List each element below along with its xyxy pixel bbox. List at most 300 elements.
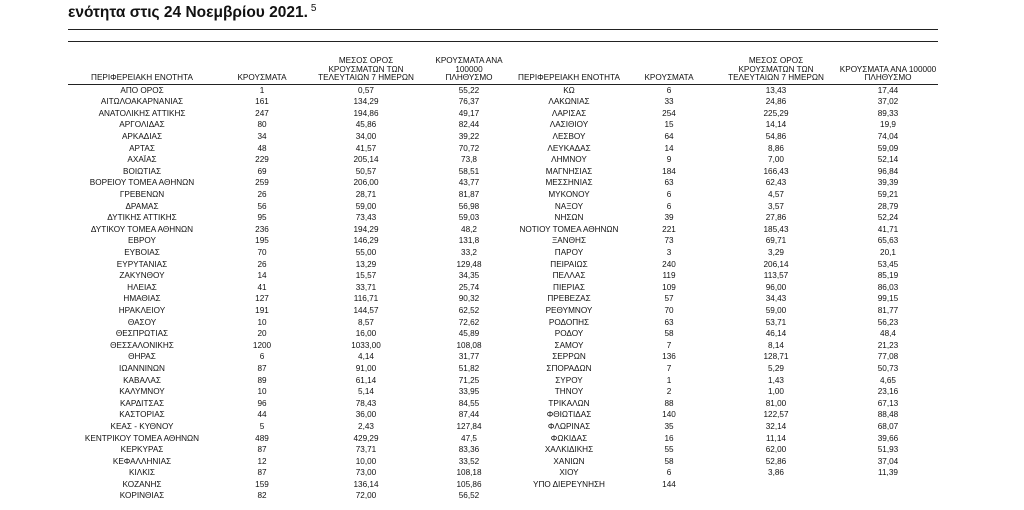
region-cell: ΔΥΤΙΚΗΣ ΑΤΤΙΚΗΣ	[107, 213, 177, 223]
avg7-cell: 194,86	[353, 108, 379, 118]
avg7-cell	[714, 491, 838, 503]
avg7-cell: 28,71	[355, 190, 377, 200]
avg7-cell: 8,14	[768, 340, 784, 350]
header-avg7-line: ΚΡΟΥΣΜΑΤΩΝ ΤΩΝ	[738, 64, 814, 74]
per100k-cell: 37,04	[877, 456, 899, 466]
table-row	[68, 143, 938, 155]
avg7-cell: 72,00	[355, 491, 377, 501]
cases-cell: 87	[257, 445, 267, 455]
table-row	[68, 120, 938, 132]
avg7-cell: 59,00	[355, 201, 377, 211]
avg7-cell: 128,71	[763, 352, 789, 362]
cases-cell: 95	[257, 213, 267, 223]
per100k-cell: 48,4	[880, 329, 896, 339]
table-row	[68, 131, 938, 143]
table-row	[68, 259, 938, 271]
per100k-cell: 127,84	[456, 421, 482, 431]
cases-cell: 7	[666, 340, 672, 350]
region-cell: ΚΟΡΙΝΘΙΑΣ	[119, 491, 165, 501]
per100k-cell: 81,77	[877, 305, 899, 315]
avg7-cell: 34,00	[355, 132, 377, 142]
cases-cell: 161	[255, 97, 269, 107]
avg7-cell	[714, 479, 838, 491]
per100k-cell: 99,15	[877, 294, 899, 304]
avg7-cell: 14,14	[765, 120, 787, 130]
per100k-cell: 53,45	[877, 259, 899, 269]
avg7-cell: 146,29	[353, 236, 379, 246]
cases-cell: 16	[664, 433, 674, 443]
region-cell: ΛΕΥΚΑΔΑΣ	[547, 143, 591, 153]
cases-cell: 159	[255, 479, 269, 489]
per100k-cell: 90,32	[458, 294, 480, 304]
cases-cell: 58	[664, 329, 674, 339]
avg7-cell: 5,14	[358, 387, 374, 397]
per100k-cell	[838, 491, 938, 503]
table-row	[68, 456, 938, 468]
header-avg7-line: ΚΡΟΥΣΜΑΤΩΝ ΤΩΝ	[328, 64, 404, 74]
avg7-cell: 166,43	[763, 166, 789, 176]
per100k-cell: 82,44	[458, 120, 480, 130]
avg7-cell: 8,86	[768, 143, 784, 153]
header-cases-right: ΚΡΟΥΣΜΑΤΑ	[624, 46, 714, 85]
region-cell: ΘΑΣΟΥ	[127, 317, 157, 327]
region-cell: ΦΛΩΡΙΝΑΣ	[547, 421, 591, 431]
cases-cell: 195	[255, 236, 269, 246]
header-per100k-line: ΚΡΟΥΣΜΑΤΑ ΑΝΑ 100000	[839, 64, 937, 74]
table-row	[68, 398, 938, 410]
cases-cell: 63	[664, 178, 674, 188]
cases-cell: 140	[662, 410, 676, 420]
table-row	[68, 363, 938, 375]
region-cell: ΕΥΡΥΤΑΝΙΑΣ	[116, 259, 168, 269]
avg7-cell: 33,71	[355, 282, 377, 292]
cases-cell: 14	[664, 143, 674, 153]
per100k-cell: 131,8	[458, 236, 480, 246]
per100k-cell: 56,52	[458, 491, 480, 501]
region-cell: ΥΠΟ ΔΙΕΡΕΥΝΗΣΗ	[533, 479, 605, 489]
cases-cell: 87	[257, 363, 267, 373]
cases-cell: 254	[662, 108, 676, 118]
region-cell: ΛΑΚΩΝΙΑΣ	[548, 97, 590, 107]
per100k-cell: 33,52	[458, 456, 480, 466]
avg7-cell: 46,14	[765, 329, 787, 339]
region-cell: ΗΜΑΘΙΑΣ	[123, 294, 161, 304]
region-cell: ΘΗΡΑΣ	[128, 352, 156, 362]
cases-table	[68, 46, 938, 502]
avg7-cell: 34,43	[765, 294, 787, 304]
table-row	[68, 247, 938, 259]
avg7-cell: 32,14	[765, 421, 787, 431]
cases-cell: 119	[662, 271, 676, 281]
avg7-cell: 73,43	[355, 213, 377, 223]
table-row	[68, 317, 938, 329]
per100k-cell: 55,22	[458, 85, 480, 95]
avg7-cell: 0,57	[358, 85, 374, 95]
region-cell: ΙΩΑΝΝΙΝΩΝ	[119, 363, 165, 373]
second-rule	[68, 41, 938, 42]
region-cell: ΜΕΣΣΗΝΙΑΣ	[545, 178, 593, 188]
region-cell: ΑΡΤΑΣ	[129, 143, 155, 153]
region-cell: ΚΩ	[563, 85, 575, 95]
per100k-cell: 39,66	[877, 433, 899, 443]
region-cell: ΗΛΕΙΑΣ	[127, 282, 157, 292]
region-cell: ΓΡΕΒΕΝΩΝ	[119, 190, 165, 200]
cases-cell: 80	[257, 120, 267, 130]
cases-cell: 82	[257, 491, 267, 501]
header-avg7-line: ΤΕΛΕΥΤΑΙΩΝ 7 ΗΜΕΡΩΝ	[318, 72, 414, 82]
region-cell: ΚΕΦΑΛΛΗΝΙΑΣ	[112, 456, 172, 466]
per100k-cell: 41,71	[877, 224, 899, 234]
per100k-cell: 71,25	[458, 375, 480, 385]
avg7-cell: 52,86	[765, 456, 787, 466]
table-row	[68, 491, 938, 503]
table-row	[68, 213, 938, 225]
per100k-cell: 105,86	[456, 479, 482, 489]
per100k-cell: 31,77	[458, 352, 480, 362]
per100k-cell: 76,37	[458, 97, 480, 107]
table-row	[68, 282, 938, 294]
region-cell: ΚΟΖΑΝΗΣ	[122, 479, 162, 489]
header-per100k-right	[838, 46, 938, 85]
cases-cell: 184	[662, 166, 676, 176]
avg7-cell: 59,00	[765, 305, 787, 315]
region-cell: ΠΡΕΒΕΖΑΣ	[547, 294, 591, 304]
per100k-cell: 85,19	[877, 271, 899, 281]
avg7-cell: 91,00	[355, 363, 377, 373]
per100k-cell: 59,03	[458, 213, 480, 223]
table-row	[68, 97, 938, 109]
per100k-cell: 81,87	[458, 190, 480, 200]
table-row	[68, 352, 938, 364]
cases-cell: 236	[255, 224, 269, 234]
avg7-cell: 96,00	[765, 282, 787, 292]
region-cell: ΑΝΑΤΟΛΙΚΗΣ ΑΤΤΙΚΗΣ	[98, 108, 186, 118]
region-cell: ΡΟΔΟΠΗΣ	[548, 317, 590, 327]
cases-cell: 6	[666, 201, 672, 211]
region-cell: ΒΟΙΩΤΙΑΣ	[122, 166, 162, 176]
avg7-cell: 5,29	[768, 363, 784, 373]
region-cell: ΣΠΟΡΑΔΩΝ	[546, 363, 592, 373]
table-row	[68, 444, 938, 456]
header-avg7-left	[308, 46, 424, 85]
per100k-cell: 59,09	[877, 143, 899, 153]
region-cell: ΧΑΛΚΙΔΙΚΗΣ	[544, 445, 594, 455]
region-cell: ΛΗΜΝΟΥ	[551, 155, 587, 165]
title-text: ενότητα στις 24 Νοεμβρίου 2021.	[68, 4, 308, 21]
per100k-cell: 89,33	[877, 108, 899, 118]
region-cell: ΖΑΚΥΝΘΟΥ	[119, 271, 165, 281]
avg7-cell: 10,00	[355, 456, 377, 466]
per100k-cell: 45,89	[458, 329, 480, 339]
per100k-cell: 83,36	[458, 445, 480, 455]
region-cell: ΕΒΡΟΥ	[128, 236, 156, 246]
cases-cell: 69	[257, 166, 267, 176]
region-cell: ΝΗΣΩΝ	[554, 213, 584, 223]
per100k-cell: 62,52	[458, 305, 480, 315]
cases-cell: 70	[664, 305, 674, 315]
region-cell: ΦΘΙΩΤΙΔΑΣ	[546, 410, 592, 420]
cases-cell: 6	[666, 85, 672, 95]
header-region-left: ΠΕΡΙΦΕΡΕΙΑΚΗ ΕΝΟΤΗΤΑ	[68, 46, 216, 85]
avg7-cell: 61,14	[355, 375, 377, 385]
per100k-cell	[838, 479, 938, 491]
cases-cell: 87	[257, 468, 267, 478]
region-cell: ΠΕΛΛΑΣ	[552, 271, 586, 281]
top-rule	[68, 29, 938, 30]
cases-cell: 229	[255, 155, 269, 165]
avg7-cell: 3,29	[768, 248, 784, 257]
avg7-cell: 1,43	[768, 375, 784, 385]
per100k-cell: 49,17	[458, 108, 480, 118]
cases-cell: 63	[664, 317, 674, 327]
region-cell: ΧΑΝΙΩΝ	[553, 456, 585, 466]
header-avg7-line: ΜΕΣΟΣ ΟΡΟΣ	[748, 56, 804, 66]
avg7-cell: 3,57	[768, 201, 784, 211]
region-cell: ΠΙΕΡΙΑΣ	[553, 282, 585, 292]
region-cell: ΚΙΛΚΙΣ	[128, 468, 155, 478]
cases-cell: 64	[664, 132, 674, 142]
cases-cell: 55	[664, 445, 674, 455]
avg7-cell: 1,00	[768, 387, 784, 397]
per100k-cell: 58,51	[458, 166, 480, 176]
region-cell: ΚΑΡΔΙΤΣΑΣ	[119, 398, 165, 408]
cases-cell: 2	[666, 387, 672, 397]
avg7-cell: 81,00	[765, 398, 787, 408]
per100k-cell: 108,08	[456, 340, 482, 350]
per100k-cell: 11,39	[878, 468, 898, 478]
avg7-cell: 45,86	[355, 120, 377, 130]
cases-cell: 109	[662, 282, 676, 292]
footnote-marker: 5	[310, 3, 317, 14]
per100k-cell: 51,82	[458, 363, 480, 373]
avg7-cell: 55,00	[355, 248, 377, 257]
avg7-cell: 122,57	[763, 410, 789, 420]
per100k-cell: 48,2	[461, 224, 477, 234]
table-row	[68, 375, 938, 387]
cases-cell: 9	[666, 155, 672, 165]
cases-cell: 70	[257, 248, 267, 257]
region-cell: ΦΩΚΙΔΑΣ	[550, 433, 588, 443]
per100k-cell: 56,23	[877, 317, 899, 327]
table-row	[68, 433, 938, 445]
avg7-cell: 15,57	[355, 271, 377, 281]
per100k-cell: 33,2	[461, 248, 477, 257]
cases-cell: 10	[257, 317, 267, 327]
per100k-cell: 74,04	[877, 132, 899, 142]
region-cell: ΤΗΝΟΥ	[554, 387, 584, 397]
per100k-cell: 129,48	[456, 259, 482, 269]
header-per100k-line: ΠΛΗΘΥΣΜΟ	[864, 72, 912, 82]
per100k-cell: 72,62	[458, 317, 480, 327]
region-cell: ΡΕΘΥΜΝΟΥ	[545, 305, 593, 315]
avg7-cell: 144,57	[353, 305, 379, 315]
avg7-cell: 53,71	[765, 317, 787, 327]
avg7-cell: 62,43	[765, 178, 787, 188]
header-per100k-line: ΠΛΗΘΥΣΜΟ	[445, 72, 493, 82]
per100k-cell: 52,24	[877, 213, 899, 223]
avg7-cell: 136,14	[353, 479, 379, 489]
avg7-cell: 116,71	[353, 294, 379, 304]
avg7-cell: 73,71	[355, 445, 377, 455]
region-cell: ΣΥΡΟΥ	[555, 375, 583, 385]
region-cell: ΑΧΑΪΑΣ	[127, 155, 157, 165]
per100k-cell: 86,03	[877, 282, 899, 292]
per100k-cell: 96,84	[877, 166, 899, 176]
table-body	[68, 85, 938, 503]
region-cell: ΑΙΤΩΛΟΑΚΑΡΝΑΝΙΑΣ	[100, 97, 184, 107]
table-row	[68, 155, 938, 167]
cases-cell: 1200	[252, 340, 272, 350]
cases-cell: 96	[257, 398, 267, 408]
cases-cell: 58	[664, 456, 674, 466]
region-cell: ΑΠΟ ΟΡΟΣ	[120, 85, 164, 95]
per100k-cell: 50,73	[877, 363, 899, 373]
table-row	[68, 340, 938, 352]
table-row	[68, 386, 938, 398]
cases-cell: 191	[255, 305, 269, 315]
avg7-cell: 24,86	[765, 97, 787, 107]
table-row	[68, 201, 938, 213]
per100k-cell: 52,14	[877, 155, 899, 165]
region-cell: ΜΑΓΝΗΣΙΑΣ	[545, 166, 593, 176]
avg7-cell: 225,29	[763, 108, 789, 118]
table-row	[68, 468, 938, 480]
table-row	[68, 294, 938, 306]
region-cell: ΘΕΣΣΑΛΟΝΙΚΗΣ	[110, 340, 174, 350]
cases-cell: 57	[664, 294, 674, 304]
cases-cell: 3	[666, 248, 672, 257]
avg7-cell: 194,29	[353, 224, 379, 234]
per100k-cell: 28,79	[877, 201, 899, 211]
per100k-cell: 47,5	[461, 433, 477, 443]
table-row	[68, 224, 938, 236]
cases-cell: 89	[257, 375, 267, 385]
region-cell: ΛΑΣΙΘΙΟΥ	[549, 120, 589, 130]
avg7-cell: 11,14	[766, 433, 786, 443]
per100k-cell: 19,9	[880, 120, 896, 130]
cases-cell: 6	[666, 190, 672, 200]
cases-cell: 15	[664, 120, 674, 130]
cases-cell: 26	[257, 190, 267, 200]
cases-cell: 35	[664, 421, 674, 431]
per100k-cell: 25,74	[458, 282, 480, 292]
cases-cell: 33	[664, 97, 674, 107]
avg7-cell: 73,00	[355, 468, 377, 478]
region-cell: ΜΥΚΟΝΟΥ	[548, 190, 590, 200]
region-cell: ΠΕΙΡΑΙΩΣ	[550, 259, 588, 269]
per100k-cell: 39,39	[877, 178, 899, 188]
avg7-cell: 206,00	[353, 178, 379, 188]
cases-cell: 221	[662, 224, 676, 234]
avg7-cell: 3,86	[768, 468, 784, 478]
cases-cell: 39	[664, 213, 674, 223]
table-row	[68, 328, 938, 340]
region-cell: ΞΑΝΘΗΣ	[551, 236, 587, 246]
cases-cell: 1	[666, 375, 672, 385]
region-cell: ΒΟΡΕΙΟΥ ΤΟΜΕΑ ΑΘΗΝΩΝ	[89, 178, 195, 188]
header-per100k-line: ΚΡΟΥΣΜΑΤΑ ΑΝΑ 100000	[435, 56, 503, 74]
avg7-cell: 134,29	[353, 97, 379, 107]
table-row	[68, 410, 938, 422]
avg7-cell: 36,00	[355, 410, 377, 420]
page-title	[68, 3, 316, 22]
per100k-cell: 51,93	[877, 445, 899, 455]
avg7-cell: 113,57	[763, 271, 789, 281]
region-cell: ΝΟΤΙΟΥ ΤΟΜΕΑ ΑΘΗΝΩΝ	[519, 224, 619, 234]
region-cell: ΚΑΛΥΜΝΟΥ	[119, 387, 165, 397]
cases-cell: 48	[257, 143, 267, 153]
per100k-cell: 23,16	[877, 387, 899, 397]
cases-cell: 136	[662, 352, 676, 362]
table-row	[68, 85, 938, 97]
table-row	[68, 166, 938, 178]
per100k-cell: 88,48	[877, 410, 899, 420]
avg7-cell: 27,86	[765, 213, 787, 223]
cases-cell: 1	[259, 85, 265, 95]
cases-cell: 41	[257, 282, 267, 292]
per100k-cell: 33,95	[458, 387, 480, 397]
region-cell: ΘΕΣΠΡΩΤΙΑΣ	[115, 329, 169, 339]
cases-cell: 44	[257, 410, 267, 420]
per100k-cell: 68,07	[877, 421, 899, 431]
avg7-cell: 13,29	[355, 259, 377, 269]
cases-cell: 14	[257, 271, 267, 281]
avg7-cell: 8,57	[358, 317, 374, 327]
per100k-cell: 67,13	[877, 398, 899, 408]
cases-cell: 5	[259, 421, 265, 431]
avg7-cell: 2,43	[358, 421, 374, 431]
region-cell: ΚΕΡΚΥΡΑΣ	[120, 445, 164, 455]
region-cell: ΣΕΡΡΩΝ	[552, 352, 586, 362]
region-cell: ΑΡΚΑΔΙΑΣ	[121, 132, 163, 142]
region-cell: ΤΡΙΚΑΛΩΝ	[548, 398, 590, 408]
avg7-cell: 69,71	[765, 236, 787, 246]
avg7-cell: 185,43	[763, 224, 789, 234]
per100k-cell: 21,23	[877, 340, 899, 350]
region-cell: ΚΑΒΑΛΑΣ	[123, 375, 161, 385]
region-cell: ΕΥΒΟΙΑΣ	[124, 248, 160, 257]
region-cell: ΔΥΤΙΚΟΥ ΤΟΜΕΑ ΑΘΗΝΩΝ	[90, 224, 194, 234]
per100k-cell: 4,65	[880, 375, 896, 385]
region-cell	[514, 491, 624, 503]
region-cell: ΚΕΑΣ - ΚΥΘΝΟΥ	[110, 421, 174, 431]
avg7-cell: 50,57	[355, 166, 377, 176]
header-cases-left: ΚΡΟΥΣΜΑΤΑ	[216, 46, 308, 85]
table-row	[68, 189, 938, 201]
avg7-cell: 205,14	[353, 155, 379, 165]
per100k-cell: 20,1	[880, 248, 896, 257]
per100k-cell: 73,8	[461, 155, 477, 165]
table-row	[68, 108, 938, 120]
avg7-cell: 54,86	[765, 132, 787, 142]
region-cell: ΑΡΓΟΛΙΔΑΣ	[119, 120, 165, 130]
per100k-cell: 84,55	[458, 398, 480, 408]
table-row	[68, 178, 938, 190]
cases-cell: 127	[255, 294, 269, 304]
avg7-cell: 16,00	[355, 329, 377, 339]
cases-cell: 489	[255, 433, 269, 443]
avg7-cell: 7,00	[768, 155, 784, 165]
cases-cell: 247	[255, 108, 269, 118]
per100k-cell: 56,98	[458, 201, 480, 211]
cases-cell: 20	[257, 329, 267, 339]
avg7-cell: 4,57	[768, 190, 784, 200]
cases-cell: 240	[662, 259, 676, 269]
cases-cell: 10	[257, 387, 267, 397]
region-cell: ΣΑΜΟΥ	[554, 340, 584, 350]
table-row	[68, 236, 938, 248]
avg7-cell: 206,14	[763, 259, 789, 269]
